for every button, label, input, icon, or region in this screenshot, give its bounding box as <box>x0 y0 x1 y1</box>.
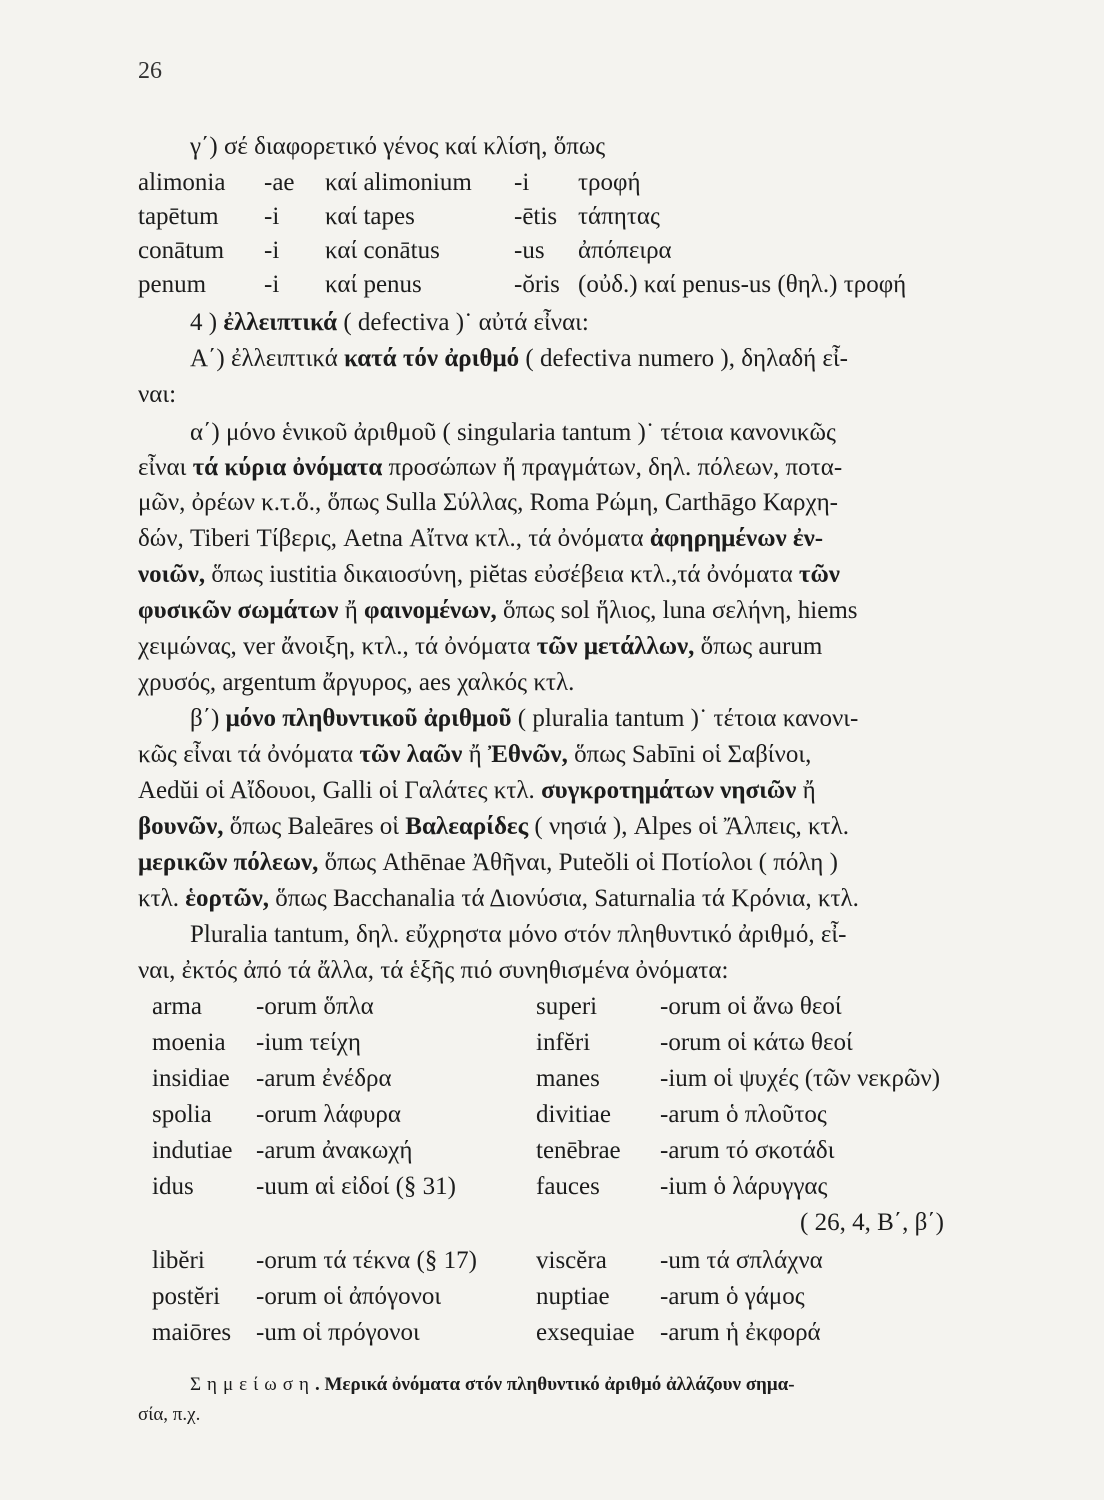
note-text: . Μερικά ὀνόματα στόν πληθυντικό ἀριθμό ἀλλάζουν σημα- <box>314 1374 795 1395</box>
cross-reference: ( 26, 4, Β΄, β΄) <box>800 1209 944 1236</box>
text-line: χειμώνας, ver ἄνοιξη, κτλ., τά ὀνόματα τῶν μετάλλων, ὅπως aurum <box>138 633 823 660</box>
text-line: β΄) μόνο πληθυντικοῦ ἀριθμοῦ ( pluralia tantum )˙ τέτοια κανονι- <box>190 705 859 732</box>
text-line: δών, Tiberi Τίβερις, Aetna Αἴτνα κτλ., τά ὀνόματα ἀφηρημένων ἐν- <box>138 525 824 552</box>
text-line: χρυσός, argentum ἄργυρος, aes χαλκός κτλ. <box>138 669 575 696</box>
text-line: νοιῶν, ὅπως iustitia δικαιοσύνη, piĕtas εὐσέβεια κτλ.,τά ὀνόματα τῶν <box>138 561 840 588</box>
section-A-heading: Α΄) ἐλλειπτικά κατά τόν ἀριθμό ( defectiva numero ), δηλαδή εἶ- <box>190 345 848 372</box>
text-line: κῶς εἶναι τά ὀνόματα τῶν λαῶν ἤ Ἐθνῶν, ὅπως Sabīni οἱ Σαβίνοι, <box>138 741 812 768</box>
text-line: βουνῶν, ὅπως Baleāres οἱ Βαλεαρίδες ( νησιά ), Alpes οἱ Ἄλπεις, κτλ. <box>138 813 849 840</box>
text-line: φυσικῶν σωμάτων ἤ φαινομένων, ὅπως sol ἥλιος, luna σελήνη, hiems <box>138 597 858 624</box>
text-line: μῶν, ὀρέων κ.τ.ὅ., ὅπως Sulla Σύλλας, Roma Ρώμη, Carthāgo Καρχη- <box>138 489 838 516</box>
page-number: 26 <box>138 58 162 84</box>
text-line: εἶναι τά κύρια ὀνόματα προσώπων ἤ πραγμάτων, δηλ. πόλεων, ποτα- <box>138 454 843 481</box>
book-page: 26 γ΄) σέ διαφορετικό γένος καί κλίση, ὅπως alimonia -ae καί alimonium -i τροφή tapētum -i καί tapes -ētis τάπητας conātum -i καί conātus -us ἀπόπειρα penum -i καί penus -ŏris (οὐδ.) καί penus-us (θηλ.) τροφή 4 ) ἐλλειπτικά ( defectiva )˙ αὐτά εἶναι: Α΄) ἐλλειπτικά κατά τόν ἀριθμό ( defectiva numero ), δηλαδή εἶ- ναι: α΄) μόνο ἑνικοῦ ἀριθμοῦ ( singularia tantum )˙ τέτοια κανονικῶς εἶναι τά κύρια ὀνόματα προσώπων ἤ πραγμάτων, δηλ. πόλεων, ποτα- μῶν, ὀρέων κ.τ.ὅ., ὅπως Sulla Σύλλας, Roma Ρώμη, Carthāgo Καρχη- δών, Tiberi Τίβερις, Aetna Αἴτνα κτλ., τά ὀνόματα ἀφηρημένων ἐν- νοιῶν, ὅπως iustitia δικαιοσύνη, piĕtas εὐσέβεια κτλ.,τά ὀνόματα τῶν φυσικῶν σωμάτων ἤ φαινομένων, ὅπως sol ἥλιος, luna σελήνη, hiems χειμώνας, ver ἄνοιξη, κτλ., τά ὀνόματα τῶν μετάλλων, ὅπως aurum χρυσός, argentum ἄργυρος, aes χαλκός κτλ. β΄) μόνο πληθυντικοῦ ἀριθμοῦ ( pluralia tantum )˙ τέτοια κανονι- κῶς εἶναι τά ὀνόματα τῶν λαῶν ἤ Ἐθνῶν, ὅπως Sabīni οἱ Σαβίνοι, Aedŭi οἱ Αἴδουοι, Galli οἱ Γαλάτες κτλ. συγκροτημάτων νησιῶν ἤ βουνῶν, ὅπως Baleāres οἱ Βαλεαρίδες ( νησιά ), Alpes οἱ Ἄλπεις, κτλ. μερικῶν πόλεων, ὅπως Athēnae Ἀθῆναι, Puteŏli οἱ Ποτίολοι ( πόλη ) κτλ. ἑορτῶν, ὅπως Bacchanalia τά Διονύσια, Saturnalia τά Κρόνια, κτλ. Pluralia tantum, δηλ. εὔχρηστα μόνο στόν πληθυντικό ἀριθμό, εἶ- ναι, ἐκτός ἀπό τά ἄλλα, τά ἑξῆς πιό συνηθισμένα ὀνόματα: arma -orum ὅπλα superi -orum οἱ ἄνω θεοί moenia -ium τείχη infĕri -orum οἱ κάτω θεοί insidiae -arum ἐνέδρα manes -ium οἱ ψυχές (τῶν νεκρῶν) spolia -orum λάφυρα divitiae -arum ὁ πλοῦτος indutiae -arum ἀνακωχή tenēbrae -arum τό σκοτάδι idus -uum αἱ εἰδοί (§ 31) fauces -ium ὁ λάρυγγας ( 26, 4, Β΄, β΄) libĕri -orum τά τέκνα (§ 17) viscĕra -um τά σπλάχνα postĕri -orum οἱ ἀπόγονοι nuptiae -arum ὁ γάμος maiōres -um οἱ πρόγονοι exsequiae -arum ἡ ἐκφορά Σημείωση. Μερικά ὀνόματα στόν πληθυντικό ἀριθμό ἀλλάζουν σημα- σία, π.χ. <box>0 0 1104 1500</box>
intro-line: γ΄) σέ διαφορετικό γένος καί κλίση, ὅπως <box>190 133 606 160</box>
text-line: μερικῶν πόλεων, ὅπως Athēnae Ἀθῆναι, Puteŏli οἱ Ποτίολοι ( πόλη ) <box>138 849 838 876</box>
text-line: Pluralia tantum, δηλ. εὔχρηστα μόνο στόν πληθυντικό ἀριθμό, εἶ- <box>190 921 847 948</box>
text-line: ναι: <box>138 381 177 408</box>
text-line: ναι, ἐκτός ἀπό τά ἄλλα, τά ἑξῆς πιό συνηθισμένα ὀνόματα: <box>138 957 729 984</box>
note-continued: σία, π.χ. <box>138 1404 201 1425</box>
note-label: Σημείωση <box>190 1374 315 1395</box>
section-4-heading: 4 ) ἐλλειπτικά ( defectiva )˙ αὐτά εἶναι: <box>190 309 589 336</box>
text-line: κτλ. ἑορτῶν, ὅπως Bacchanalia τά Διονύσια, Saturnalia τά Κρόνια, κτλ. <box>138 885 859 912</box>
note <box>190 1372 795 1398</box>
text-line: Aedŭi οἱ Αἴδουοι, Galli οἱ Γαλάτες κτλ. συγκροτημάτων νησιῶν ἤ <box>138 777 816 804</box>
text-line: α΄) μόνο ἑνικοῦ ἀριθμοῦ ( singularia tantum )˙ τέτοια κανονικῶς <box>190 419 836 446</box>
